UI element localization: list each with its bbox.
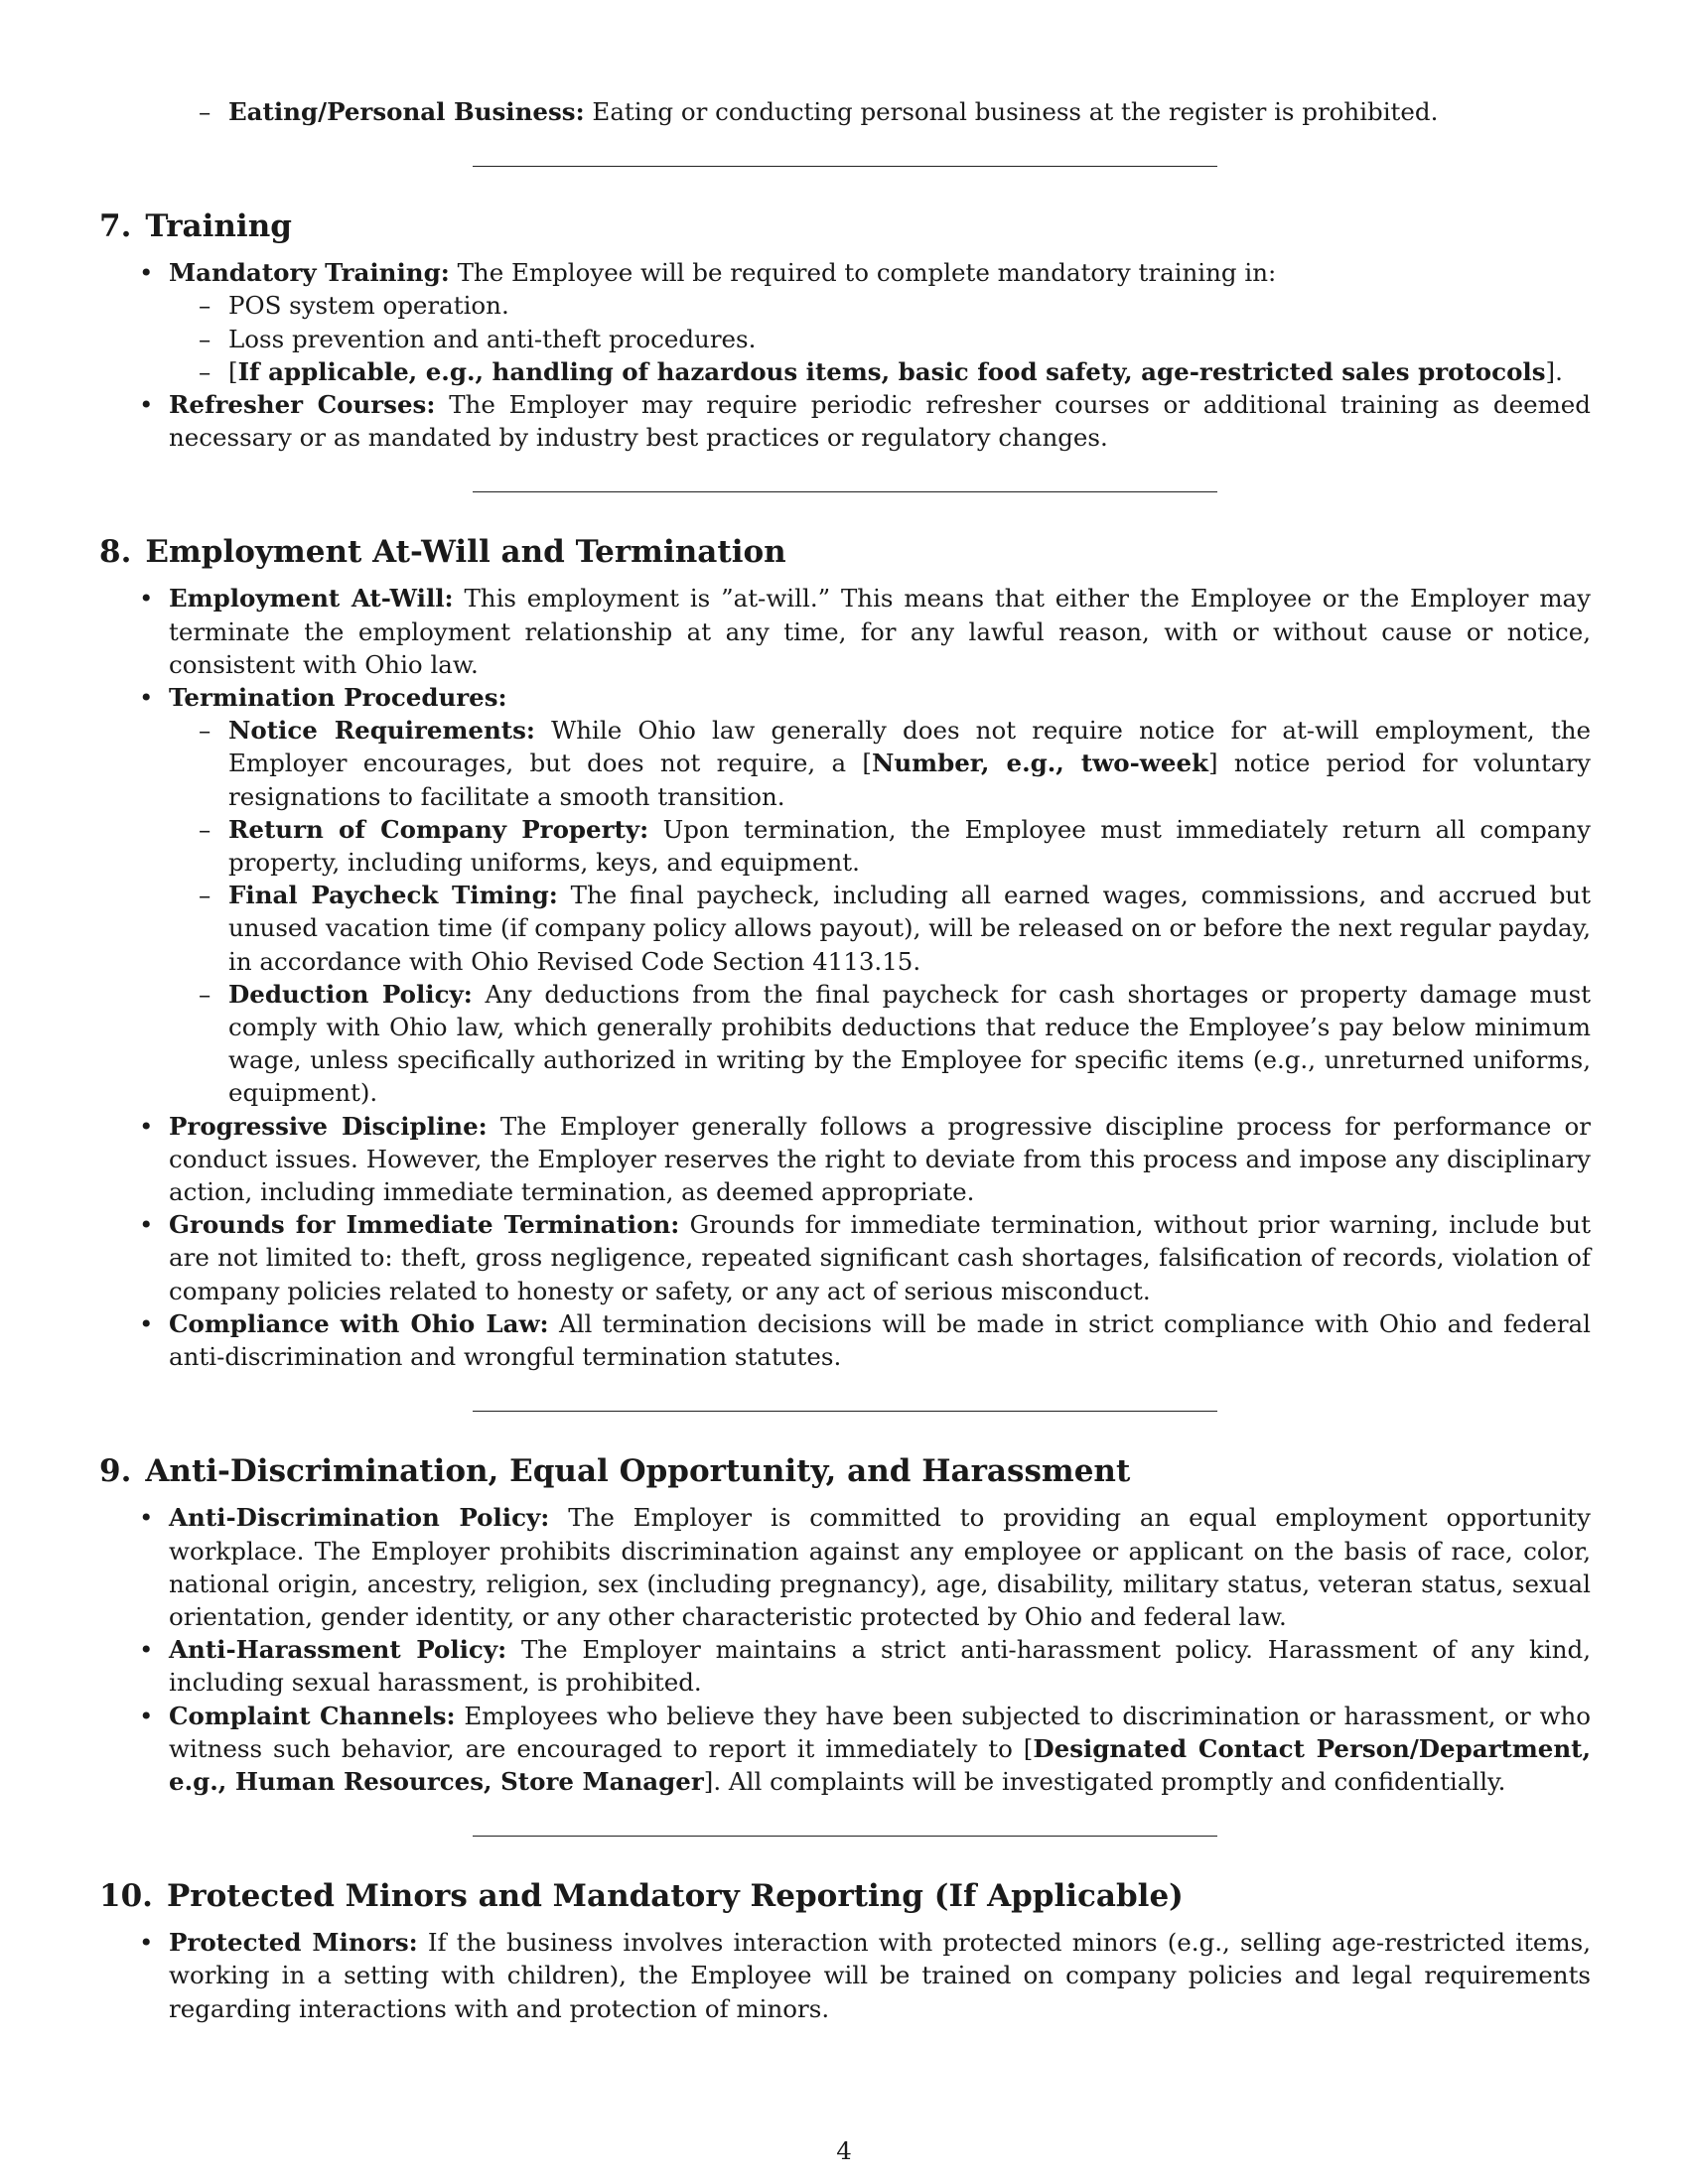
item-text: The Employer is committed to providing an equal employment opportunity workplace. The Employer prohibits discrimination against any employee or applicant on the basis of race, color, national origin, ancestry, religion, sex (including pregnancy), age, disability, military status, veteran status, sexual orientation, gender identity, or any other characteristic protected by Ohio and federal law. (169, 1503, 1591, 1631)
item-text: The Employer maintains a strict anti-harassment policy. Harassment of any kind, including sexual harassment, is prohibited. (169, 1635, 1591, 1698)
bullet-marker: • (139, 1635, 154, 1665)
bullet-marker: • (139, 390, 154, 420)
section-heading-10 (99, 1876, 1591, 1916)
dash-marker: – (199, 356, 211, 386)
item-text-cont: ] notice period for voluntary resignations to facilitate a smooth transition. (228, 749, 1592, 811)
section-title: Anti-Discrimination, Equal Opportunity, and Harassment (145, 1453, 1131, 1490)
placeholder-text: Number, e.g., two-week (871, 749, 1209, 778)
sub-item-if-applicable (99, 355, 1591, 388)
section-number: 10. (99, 1878, 153, 1915)
item-label: Termination Procedures: (169, 683, 507, 713)
item-text-cont: ]. All complaints will be investigated promptly and confidentially. (703, 1766, 1506, 1796)
placeholder-text: If applicable, e.g., handling of hazardous items, basic food safety, age-restricted sales protocols (237, 356, 1546, 386)
section-heading-8 (99, 532, 1591, 572)
bullet-marker: • (139, 258, 154, 288)
page-number: 4 (836, 2136, 852, 2165)
item-label: Return of Company Property: (228, 814, 649, 844)
placeholder-text: Designated Contact Person/Department, e.g., Human Resources, Store Manager (169, 1733, 1592, 1796)
section-title: Protected Minors and Mandatory Reporting (If Applicable) (166, 1878, 1184, 1915)
item-label: Refresher Courses: (169, 390, 436, 420)
sub-item-return-property (99, 813, 1591, 879)
item-text: All termination decisions will be made in strict compliance with Ohio and federal anti-discrimination and wrongful termination statutes. (169, 1308, 1591, 1372)
list-item-refresher (99, 388, 1591, 454)
item-label: Anti-Harassment Policy: (169, 1635, 507, 1665)
item-label: Complaint Channels: (169, 1701, 456, 1730)
item-label: Eating/Personal Business: (228, 97, 585, 126)
item-text: Upon termination, the Employee must immediately return all company property, including uniforms, keys, and equipment. (228, 814, 1591, 878)
item-label: Protected Minors: (169, 1928, 418, 1958)
item-label: Compliance with Ohio Law: (169, 1308, 549, 1338)
bullet-marker: • (139, 584, 154, 614)
section-number: 7. (99, 208, 132, 245)
item-text: The Employer may require periodic refresher courses or additional training as deemed necessary or as mandated by industry best practices or regulatory changes. (169, 390, 1591, 453)
dash-marker: – (199, 97, 211, 126)
dash-marker: – (199, 979, 211, 1009)
dash-marker: – (199, 881, 211, 910)
item-label: Notice Requirements: (228, 716, 535, 746)
item-label: Employment At-Will: (169, 584, 454, 614)
section-number: 9. (99, 1453, 132, 1490)
section-title: Training (145, 208, 292, 245)
item-text: Grounds for immediate termination, without prior warning, include but are not limited to: theft, gross negligence, repeated significant cash shortages, falsification of records, violation of company policies related to honesty or safety, or any act of serious misconduct. (169, 1210, 1592, 1305)
item-label: Final Paycheck Timing: (228, 881, 558, 910)
sub-item-deduction (99, 978, 1591, 1110)
list-item-anti-discrimination (99, 1501, 1591, 1633)
list-item-compliance (99, 1307, 1591, 1373)
section-heading-7 (99, 206, 1591, 246)
sub-item-loss-prevention (99, 323, 1591, 355)
bullet-marker: • (139, 1308, 154, 1338)
item-text: POS system operation. (228, 291, 509, 321)
list-item-complaint-channels (99, 1700, 1591, 1799)
list-item-termination-procedures (99, 681, 1591, 714)
item-text: If the business involves interaction with protected minors (e.g., selling age-restricted items, working in a setting with children), the Employee will be trained on company policies and legal requirements regarding interactions with and protection of minors. (169, 1928, 1592, 2023)
section-heading-9 (99, 1451, 1591, 1491)
bracket-open: [ (228, 356, 238, 386)
item-label: Mandatory Training: (169, 258, 450, 288)
sub-item-final-paycheck (99, 879, 1591, 978)
bullet-marker: • (139, 683, 154, 713)
list-item-at-will (99, 582, 1591, 681)
item-text: Any deductions from the final paycheck for cash shortages or property damage must comply with Ohio law, which generally prohibits deductions that reduce the Employee’s pay below minimum wage, unless specifically authorized in writing by the Employee for specific items (e.g., unreturned uniforms, equipment). (228, 979, 1592, 1108)
section-number: 8. (99, 534, 132, 571)
section-divider (473, 1411, 1217, 1412)
bullet-marker: • (139, 1701, 154, 1730)
item-label: Grounds for Immediate Termination: (169, 1210, 680, 1240)
item-text: The Employer generally follows a progressive discipline process for performance or conduct issues. However, the Employer reserves the right to deviate from this process and impose any disciplinary action, including immediate termination, as deemed appropriate. (169, 1111, 1591, 1207)
bullet-marker: • (139, 1210, 154, 1240)
dash-marker: – (199, 716, 211, 746)
sub-item-notice (99, 714, 1591, 813)
sub-item-pos (99, 289, 1591, 322)
item-label: Anti-Discrimination Policy: (169, 1503, 550, 1533)
list-item-protected-minors (99, 1926, 1591, 2025)
item-label: Deduction Policy: (228, 979, 473, 1009)
list-item-eating (99, 95, 1591, 128)
section-title: Employment At-Will and Termination (145, 534, 786, 571)
dash-marker: – (199, 324, 211, 353)
section-divider (473, 1836, 1217, 1837)
list-item-mandatory-training (99, 256, 1591, 289)
item-text: Loss prevention and anti-theft procedures. (228, 324, 757, 353)
bullet-marker: • (139, 1928, 154, 1958)
bracket-close: ]. (1545, 356, 1563, 386)
item-text: Eating or conducting personal business at the register is prohibited. (584, 97, 1439, 126)
list-item-grounds (99, 1208, 1591, 1307)
dash-marker: – (199, 814, 211, 844)
dash-marker: – (199, 291, 211, 321)
item-label: Progressive Discipline: (169, 1111, 488, 1141)
page-content (99, 95, 1591, 2025)
item-text: While Ohio law generally does not require notice for at-will employment, the Employer encourages, but does not require, a [ (228, 716, 1591, 778)
section-divider (473, 166, 1217, 167)
bullet-marker: • (139, 1503, 154, 1533)
list-item-anti-harassment (99, 1633, 1591, 1699)
section-divider (473, 491, 1217, 492)
item-text: This employment is ”at-will.” This means that either the Employee or the Employer may terminate the employment relationship at any time, for any lawful reason, with or without cause or notice, consistent with Ohio law. (169, 584, 1591, 679)
bullet-marker: • (139, 1111, 154, 1141)
item-text: The final paycheck, including all earned wages, commissions, and accrued but unused vacation time (if company policy allows payout), will be released on or before the next regular payday, in accordance with Ohio Revised Code Section 4113.15. (228, 881, 1592, 976)
item-text: The Employee will be required to complete mandatory training in: (449, 258, 1277, 288)
list-item-progressive-discipline (99, 1110, 1591, 1209)
item-text: Employees who believe they have been subjected to discrimination or harassment, or who witness such behavior, are encouraged to report it immediately to [ (169, 1701, 1591, 1763)
